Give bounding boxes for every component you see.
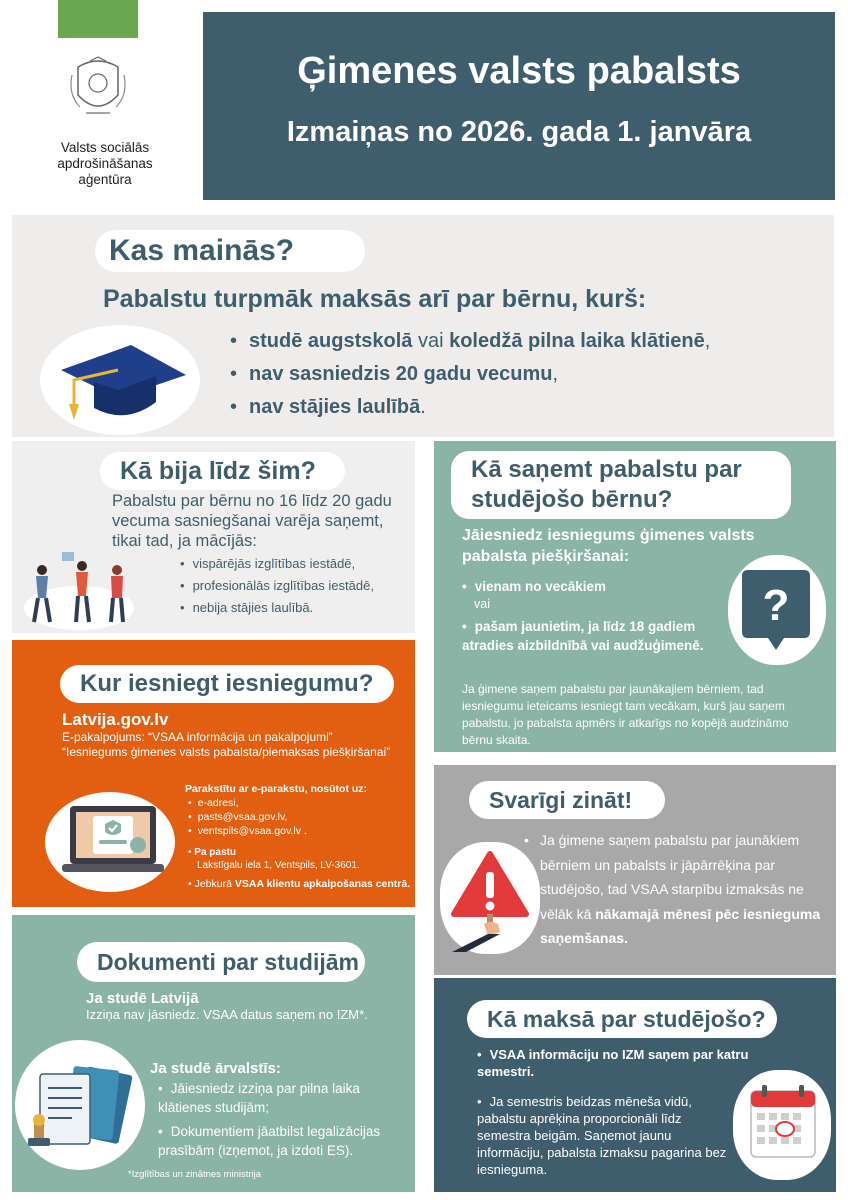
latvia-text: Izziņa nav jāsniedz. VSAA datus saņem no IZM*. (86, 1007, 368, 1022)
changes-heading: Kas mainās? (95, 230, 365, 272)
where-heading: Kur iesniegt iesniegumu? (60, 665, 394, 703)
header-banner (203, 12, 835, 200)
coat-of-arms-icon (68, 55, 128, 123)
list-item: • VSAA informāciju no IZM saņem par katru semestri. (477, 1046, 767, 1080)
changes-lead: Pabalstu turpmāk maksās arī par bērnu, kurš: (103, 285, 647, 313)
agency-name-line-3: aģentūra (78, 172, 132, 187)
esign-heading: Parakstītu ar e-parakstu, nosūtot uz: (185, 783, 368, 795)
list-item: • Ja semestris beidzas mēneša vidū, pabalstu aprēķina proporcionāli līdz semestra beigām. Saņemot jaunu informāciju, pabalsta izmaksu pagarina bez iesnieguma. (477, 1093, 767, 1178)
eservice-line-2: “Iesniegums ģimenes valsts pabalsta/piemaksas piešķiršanai” (62, 745, 391, 759)
list-item[interactable]: • ventspils@vsaa.gov.lv . (188, 824, 410, 838)
important-text: • Ja ģimene saņem pabalstu par jaunākiem bērniem un pabalsts ir jāpārrēķina par studējošo, tad VSAA starpību izmaksās ne vēlāk kā nākamajā mēnesī pēc iesnieguma saņemšanas. (540, 828, 832, 951)
how-or-label: vai (474, 597, 490, 611)
agency-name-line-1: Valsts sociālās (60, 140, 150, 155)
how-heading-line-2: studējošo bērnu? (471, 486, 673, 513)
list-item: • nebija stājies laulībā. (180, 597, 410, 619)
eservice-info (62, 730, 412, 760)
before-list (180, 553, 410, 619)
portal-link[interactable]: Latvija.gov.lv (62, 710, 169, 729)
svg-text:?: ? (762, 581, 790, 630)
page-title: Ģimenes valsts pabalsts (297, 50, 741, 92)
documents-stamp-icon (22, 1060, 137, 1158)
list-item: • vienam no vecākiem (462, 577, 742, 596)
footnote: *Izglītības un zinātnes ministrija (128, 1169, 262, 1180)
list-item: • nav sasniedzis 20 gadu vecumu, (230, 358, 830, 391)
esign-list (188, 796, 410, 838)
list-item[interactable]: • pasts@vsaa.gov.lv, (188, 810, 410, 824)
payment-list (477, 1046, 767, 1191)
esign-block (185, 782, 410, 838)
graduation-cap-icon (56, 340, 191, 425)
payment-heading: Kā maksā par studējošo? (467, 1000, 777, 1038)
how-lead: Jāiesniedz iesniegums ģimenes valsts pabalsta piešķiršanai: (462, 527, 755, 565)
list-item: • pašam jaunietim, ja līdz 18 gadiem atradies aizbildnībā vai audžuģimenē. (462, 617, 742, 655)
list-item: • profesionālās izglītības iestādē, (180, 575, 410, 597)
how-heading (451, 451, 791, 519)
brand-accent-bar (58, 0, 138, 38)
warning-sign-icon (444, 848, 536, 953)
list-item: • studē augstskolā vai koledžā pilna laika klātienē, (230, 325, 830, 358)
how-heading-line-1: Kā saņemt pabalstu par (471, 456, 742, 483)
documents-heading: Dokumenti par studijām (77, 942, 365, 982)
post-block: • Pa pastu Lakstīgalu iela 1, Ventspils, LV-3601. (188, 846, 413, 872)
important-heading: Svarīgi zināt! (469, 781, 665, 819)
page-subtitle: Izmaiņas no 2026. gada 1. janvāra (286, 116, 752, 148)
client-center: • Jebkurā VSAA klientu apkalpošanas centrā. (188, 878, 411, 890)
students-icon (22, 548, 137, 630)
agency-name (50, 140, 160, 188)
eservice-line-1: E-pakalpojums: “VSAA informācija un pakalpojumi” (62, 730, 333, 744)
question-bubble-icon (740, 568, 812, 653)
before-text: Pabalstu par bērnu no 16 līdz 20 gadu vecuma sasniegšanai varēja saņemt, tikai tad, ja mācījās: (112, 492, 392, 550)
post-address: Lakstīgalu iela 1, Ventspils, LV-3601. (197, 860, 360, 871)
how-note: Ja ģimene saņem pabalstu par jaunākajiem bērniem, tad iesniegumu ieteicams iesniegt tam vecākam, kurš jau saņem pabalstu, jo pabalsta apmērs ir atkarīgs no kopējā audzināmo bērnu skaita. (462, 682, 789, 747)
list-item: • e-adresi, (188, 796, 410, 810)
abroad-heading: Ja studē ārvalstīs: (150, 1060, 281, 1077)
how-list (462, 577, 742, 655)
list-item: • nav stājies laulībā. (230, 391, 830, 424)
before-heading: Kā bija līdz šim? (100, 452, 345, 490)
calendar-icon (748, 1083, 818, 1161)
laptop-form-icon (58, 800, 168, 882)
agency-name-line-2: apdrošināšanas (57, 156, 153, 171)
changes-list (230, 325, 830, 424)
list-item: • Dokumentiem jāatbilst legalizācijas prasībām (izņemot, ja izdoti ES). (158, 1123, 408, 1160)
post-heading: Pa pastu (194, 847, 236, 858)
list-item: • vispārējās izglītības iestādē, (180, 553, 410, 575)
abroad-list (158, 1080, 408, 1166)
latvia-heading: Ja studē Latvijā (86, 990, 199, 1007)
list-item: • Jāiesniedz izziņa par pilna laika klātienes studijām; (158, 1080, 408, 1117)
